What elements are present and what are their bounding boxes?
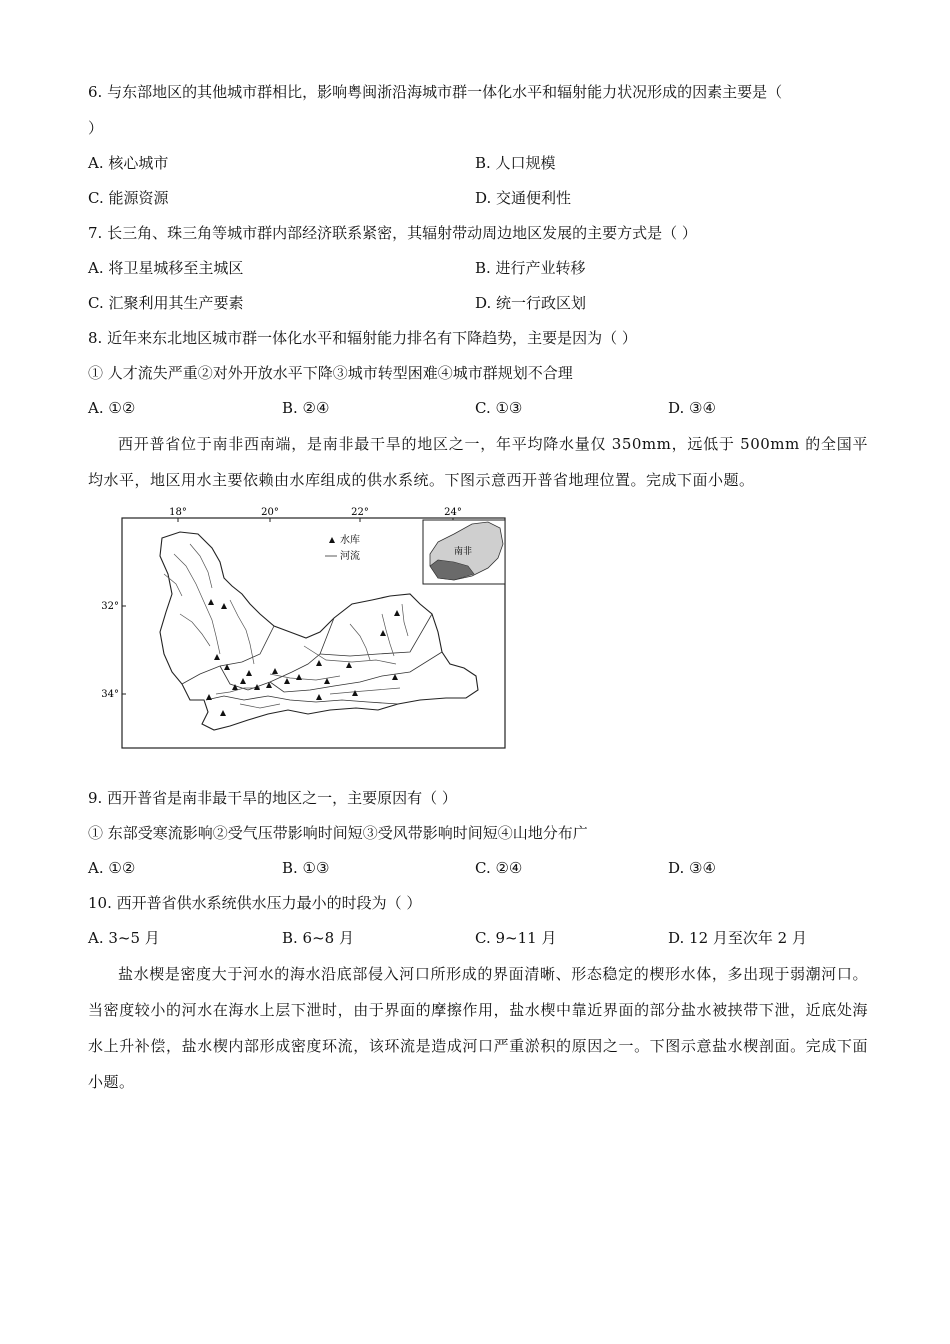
q9-option-c: C. ②④ bbox=[475, 859, 523, 877]
q10-option-a: A. 3~5 月 bbox=[88, 929, 160, 947]
q7-stem: 7. 长三角、珠三角等城市群内部经济联系紧密，其辐射带动周边地区发展的主要方式是（ ） bbox=[88, 224, 697, 242]
inset-map bbox=[423, 520, 505, 584]
legend-river-label: 河流 bbox=[340, 551, 360, 562]
lon-label-24: 24° bbox=[444, 507, 462, 518]
q8-items: ① 人才流失严重②对外开放水平下降③城市转型困难④城市群规划不合理 bbox=[88, 364, 573, 382]
inset-label: 南非 bbox=[454, 547, 473, 557]
lat-label-34: 34° bbox=[101, 689, 119, 700]
q7-option-a: A. 将卫星城移至主城区 bbox=[88, 259, 244, 277]
q6-option-a: A. 核心城市 bbox=[88, 154, 169, 172]
q8-option-b: B. ②④ bbox=[282, 399, 330, 417]
lon-label-18: 18° bbox=[169, 507, 187, 518]
q6-option-c: C. 能源资源 bbox=[88, 189, 169, 207]
passage-western-cape bbox=[88, 426, 868, 498]
q7-option-d: D. 统一行政区划 bbox=[475, 294, 587, 312]
q10-option-d: D. 12 月至次年 2 月 bbox=[668, 929, 807, 947]
q6-option-d: D. 交通便利性 bbox=[475, 189, 572, 207]
lat-label-32: 32° bbox=[101, 601, 119, 612]
q6-stem: 6. 与东部地区的其他城市群相比，影响粤闽浙沿海城市群一体化水平和辐射能力状况形成的因素主要是（ bbox=[88, 83, 783, 101]
q6-option-b: B. 人口规模 bbox=[475, 154, 556, 172]
passage-western-cape-text: 西开普省位于南非西南端，是南非最干旱的地区之一，年平均降水量仅 350mm，远低于 500mm 的全国平均水平，地区用水主要依赖由水库组成的供水系统。下图示意西开普省地理位置。完成下面小题。 bbox=[88, 435, 868, 489]
lon-label-22: 22° bbox=[351, 507, 369, 518]
q10-option-b: B. 6~8 月 bbox=[282, 929, 354, 947]
q10-option-c: C. 9~11 月 bbox=[475, 929, 557, 947]
q6-stem-cont: ） bbox=[88, 119, 104, 137]
q9-items: ① 东部受寒流影响②受气压带影响时间短③受风带影响时间短④山地分布广 bbox=[88, 824, 588, 842]
q8-stem: 8. 近年来东北地区城市群一体化水平和辐射能力排名有下降趋势，主要是因为（ ） bbox=[88, 329, 637, 347]
q9-option-a: A. ①② bbox=[88, 859, 136, 877]
q10-stem: 10. 西开普省供水系统供水压力最小的时段为（ ） bbox=[88, 894, 422, 912]
q8-option-d: D. ③④ bbox=[668, 399, 716, 417]
western-cape-map bbox=[101, 504, 510, 752]
passage-salt-wedge-text: 盐水楔是密度大于河水的海水沿底部侵入河口所形成的界面清晰、形态稳定的楔形水体，多出现于弱潮河口。当密度较小的河水在海水上层下泄时，由于界面的摩擦作用，盐水楔中靠近界面的部分盐水被挟带下泄，近底处海水上升补偿，盐水楔内部形成密度环流，该环流是造成河口严重淤积的原因之一。下图示意盐水楔剖面。完成下面小题。 bbox=[88, 965, 868, 1091]
q8-option-c: C. ①③ bbox=[475, 399, 523, 417]
q7-option-b: B. 进行产业转移 bbox=[475, 259, 586, 277]
q9-stem: 9. 西开普省是南非最干旱的地区之一，主要原因有（ ） bbox=[88, 789, 457, 807]
legend-reservoir-label: 水库 bbox=[340, 535, 360, 546]
passage-salt-wedge bbox=[88, 956, 868, 1100]
q7-option-c: C. 汇聚利用其生产要素 bbox=[88, 294, 244, 312]
q9-option-d: D. ③④ bbox=[668, 859, 716, 877]
lon-label-20: 20° bbox=[261, 507, 279, 518]
q9-option-b: B. ①③ bbox=[282, 859, 330, 877]
q8-option-a: A. ①② bbox=[88, 399, 136, 417]
